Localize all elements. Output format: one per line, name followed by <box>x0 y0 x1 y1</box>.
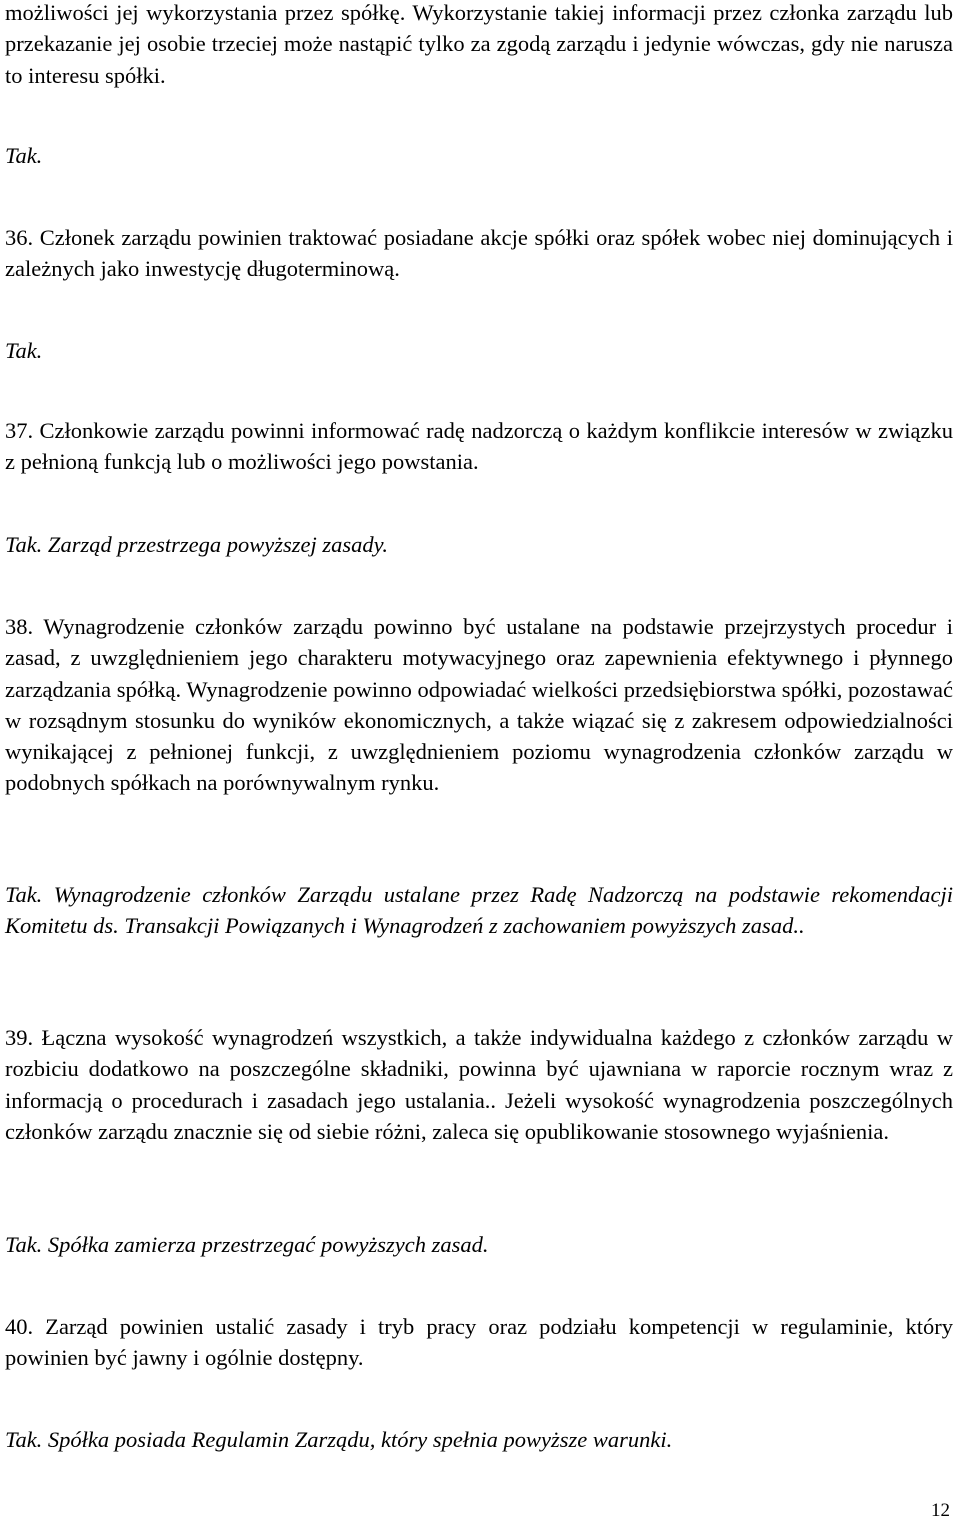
paragraph-35-continuation: możliwości jej wykorzystania przez spółkę. Wykorzystanie takiej informacji przez członka zarządu lub przekazanie jej osobie trzeciej może nastąpić tylko za zgodą zarządu i jedynie wówczas, gdy nie narusza to interesu spółki. <box>5 0 953 88</box>
paragraph-37: 37. Członkowie zarządu powinni informować radę nadzorczą o każdym konflikcie interesów w związku z pełnioną funkcją lub o możliwości jego powstania. <box>5 418 953 475</box>
answer-35: Tak. <box>5 143 43 168</box>
answer-39: Tak. Spółka zamierza przestrzegać powyższych zasad. <box>5 1232 489 1257</box>
answer-36: Tak. <box>5 338 43 363</box>
answer-37: Tak. Zarząd przestrzega powyższej zasady. <box>5 532 388 557</box>
paragraph-38: 38. Wynagrodzenie członków zarządu powinno być ustalane na podstawie przejrzystych procedur i zasad, z uwzględnieniem jego charakteru motywacyjnego oraz zapewnienia efektywnego i płynnego zarządzania spółką. Wynagrodzenie powinno odpowiadać wielkości przedsiębiorstwa spółki, pozostawać w rozsądnym stosunku do wyników ekonomicznych, a także wiązać się z zakresem odpowiedzialności wynikającej z pełnionej funkcji, z uwzględnieniem poziomu wynagrodzenia członków zarządu w podobnych spółkach na porównywalnym rynku. <box>5 614 953 796</box>
paragraph-36: 36. Członek zarządu powinien traktować posiadane akcje spółki oraz spółek wobec niej dominujących i zależnych jako inwestycję długoterminową. <box>5 225 953 282</box>
paragraph-39: 39. Łączna wysokość wynagrodzeń wszystkich, a także indywidualna każdego z członków zarządu w rozbiciu dodatkowo na poszczególne składniki, powinna być ujawniana w raporcie rocznym wraz z informacją o procedurach i zasadach jego ustalania.. Jeżeli wysokość wynagrodzenia poszczególnych członków zarządu znacznie się od siebie różni, zaleca się opublikowanie stosownego wyjaśnienia. <box>5 1025 953 1144</box>
answer-40: Tak. Spółka posiada Regulamin Zarządu, który spełnia powyższe warunki. <box>5 1427 673 1452</box>
answer-38: Tak. Wynagrodzenie członków Zarządu ustalane przez Radę Nadzorczą na podstawie rekomendacji Komitetu ds. Transakcji Powiązanych i Wynagrodzeń z zachowaniem powyższych zasad.. <box>5 882 953 939</box>
page-number: 12 <box>931 1500 950 1521</box>
paragraph-40: 40. Zarząd powinien ustalić zasady i tryb pracy oraz podziału kompetencji w regulaminie, który powinien być jawny i ogólnie dostępny. <box>5 1314 953 1371</box>
